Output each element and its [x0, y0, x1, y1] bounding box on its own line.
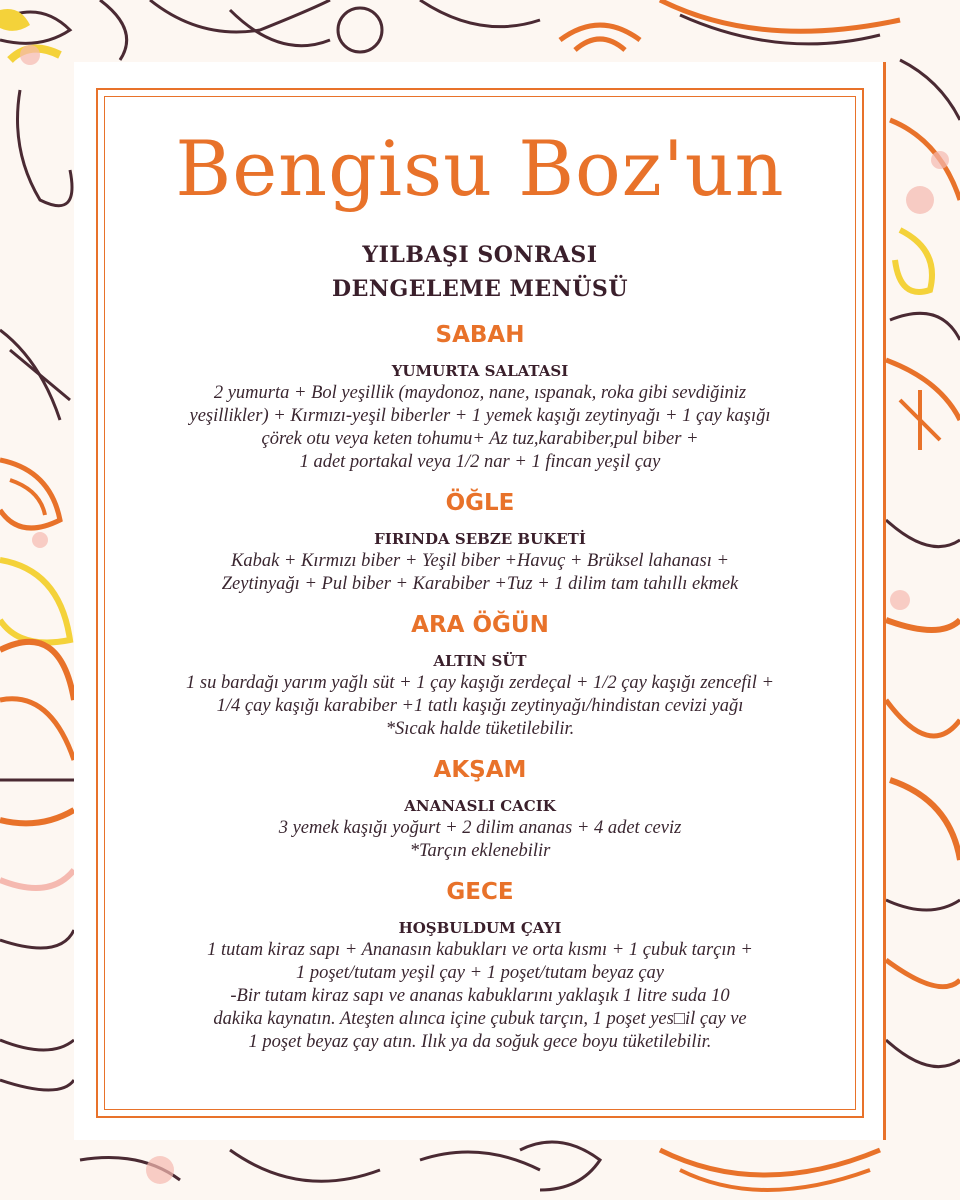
description-line: -Bir tutam kiraz sapı ve ananas kabuklarını yaklaşık 1 litre suda 10 — [230, 986, 730, 1006]
dish-description — [110, 939, 850, 1054]
description-line: 1 tutam kiraz sapı + Ananasın kabukları ve orta kısmı + 1 çubuk tarçın + — [207, 940, 753, 960]
dish-description — [110, 382, 850, 474]
menu-content — [110, 110, 850, 1054]
description-line: Zeytinyağı + Pul biber + Karabiber +Tuz + 1 dilim tam tahıllı ekmek — [221, 574, 739, 594]
dish-name: FIRINDA SEBZE BUKETİ — [374, 530, 586, 548]
description-line: dakika kaynatın. Ateşten alınca içine çubuk tarçın, 1 poşet yes□il çay ve — [213, 1009, 747, 1029]
section-sabah — [110, 320, 850, 474]
dish-description — [110, 550, 850, 596]
dish-name: YUMURTA SALATASI — [391, 362, 569, 380]
page-title: Bengisu Boz'un — [175, 124, 785, 213]
dish-name: HOŞBULDUM ÇAYI — [398, 919, 562, 937]
description-line: 3 yemek kaşığı yoğurt + 2 dilim ananas + 4 adet ceviz — [278, 818, 682, 838]
description-line: 2 yumurta + Bol yeşillik (maydonoz, nane, ıspanak, roka gibi sevdiğiniz — [213, 383, 747, 403]
section-heading: ÖĞLE — [445, 490, 515, 516]
section-heading: SABAH — [435, 322, 525, 348]
dish-name: ALTIN SÜT — [433, 652, 527, 670]
section-heading: AKŞAM — [433, 757, 527, 783]
section-gece — [110, 877, 850, 1054]
description-line: *Sıcak halde tüketilebilir. — [385, 719, 575, 739]
dish-name: ANANASLI CACIK — [404, 797, 556, 815]
description-line: 1 poşet/tutam yeşil çay + 1 poşet/tutam beyaz çay — [295, 963, 664, 983]
description-line: yeşillikler) + Kırmızı-yeşil biberler + 1 yemek kaşığı zeytinyağı + 1 çay kaşığı — [189, 406, 771, 426]
description-line: 1 poşet beyaz çay atın. Ilık ya da soğuk gece boyu tüketilebilir. — [248, 1032, 712, 1052]
description-line: 1 su bardağı yarım yağlı süt + 1 çay kaşığı zerdeçal + 1/2 çay kaşığı zencefil + — [186, 673, 774, 693]
section-ara-ogun — [110, 610, 850, 741]
section-aksam — [110, 755, 850, 863]
menu-subtitle — [110, 238, 850, 306]
subtitle-line: DENGELEME MENÜSÜ — [331, 276, 629, 302]
subtitle-line: YILBAŞI SONRASI — [362, 242, 598, 268]
description-line: 1 adet portakal veya 1/2 nar + 1 fincan yeşil çay — [299, 452, 661, 472]
section-heading: GECE — [446, 879, 514, 905]
description-line: Kabak + Kırmızı biber + Yeşil biber +Havuç + Brüksel lahanası + — [230, 551, 730, 571]
description-line: 1/4 çay kaşığı karabiber +1 tatlı kaşığı zeytinyağı/hindistan cevizi yağı — [216, 696, 744, 716]
dish-description — [110, 672, 850, 741]
dish-description — [110, 817, 850, 863]
description-line: çörek otu veya keten tohumu+ Az tuz,karabiber,pul biber + — [261, 429, 699, 449]
section-heading: ARA ÖĞÜN — [411, 612, 549, 638]
section-ogle — [110, 488, 850, 596]
description-line: *Tarçın eklenebilir — [409, 841, 551, 861]
